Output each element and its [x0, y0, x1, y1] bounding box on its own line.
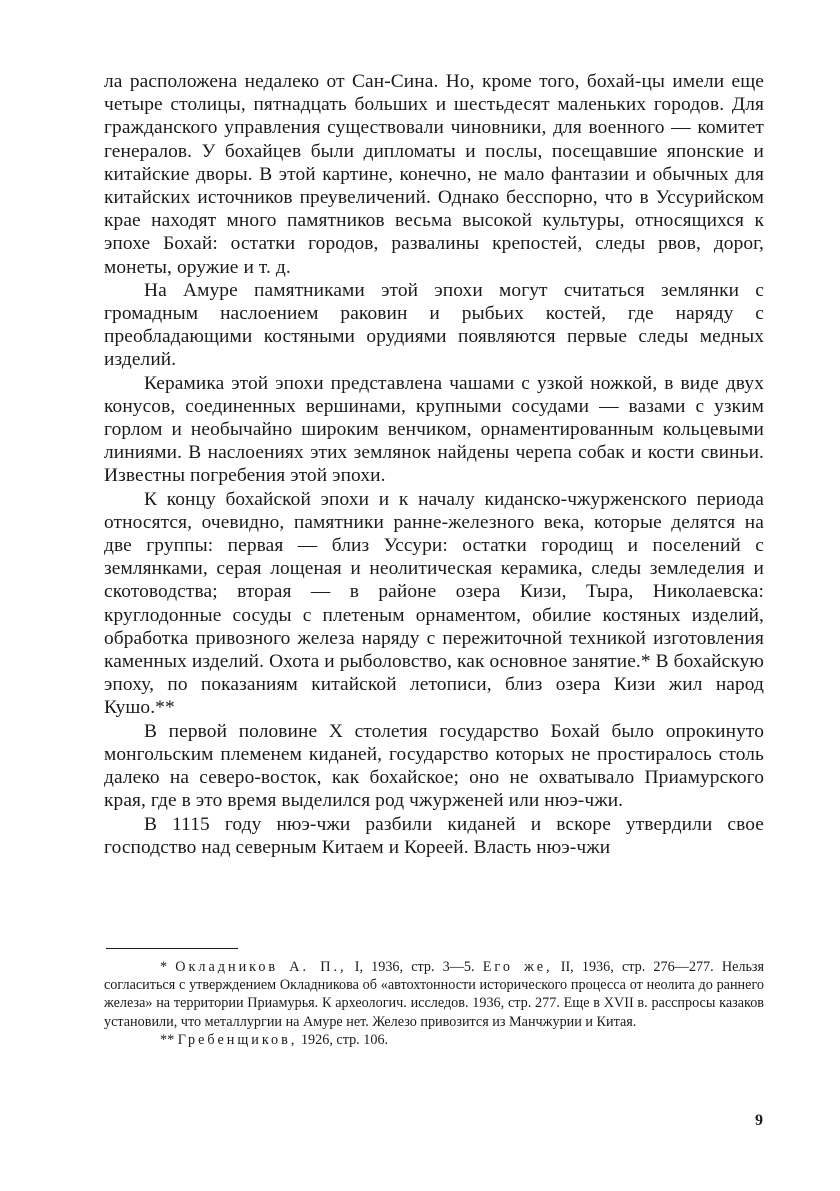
footnote-1-mark: *	[160, 959, 168, 975]
footnotes	[104, 958, 764, 1049]
paragraph-4: К концу бохайской эпохи и к началу киданско-чжурженского периода относятся, очевидно, памятники ранне-железного века, которые делятся на две группы: первая — близ Уссури: остатки городищ и поселений с землянками, серая лощеная и неолитическая керамика, следы земледелия и скотоводства; вторая — в районе озера Кизи, Тыра, Николаевска: круглодонные сосуды с плетеным орнаментом, обилие костяных изделий, обработка привозного железа наряду с пережиточной техникой изготовления каменных изделий. Охота и рыболовство, как основное занятие.* В бохайскую эпоху, по показаниям китайской летописи, близ озера Кизи жил народ Кушо.**	[104, 488, 764, 719]
footnote-2-mark: **	[160, 1031, 175, 1048]
footnote-1	[104, 958, 764, 1031]
footnote-1-ego: Его же,	[482, 959, 553, 975]
footnote-1-text-a: I, 1936, стр. 3—5.	[354, 959, 475, 975]
footnote-1-text-b: II, 1936, стр. 276—277. Нельзя согласиться с утверждением Окладникова об «автохтонности исторического процесса от неолита до раннего железа» на территории Приамурья. К археологич. исследов. 1936, стр. 277. Еще в XVII в. расспросы казаков установили, что металлургии на Амуре нет. Железо привозится из Манчжурии и Китая.	[104, 959, 765, 1030]
footnote-2	[104, 1031, 764, 1049]
page-number: 9	[755, 1112, 763, 1129]
main-text	[104, 70, 764, 859]
paragraph-6: В 1115 году нюэ-чжи разбили киданей и вскоре утвердили свое господство над северным Китаем и Кореей. Власть нюэ-чжи	[104, 813, 764, 858]
footnote-2-text: 1926, стр. 106.	[300, 1031, 389, 1048]
paragraph-2: На Амуре памятниками этой эпохи могут считаться землянки с громадным наслоением раковин и рыбьих костей, где наряду с преобладающими костяными орудиями появляются первые следы медных изделий.	[104, 279, 764, 371]
paragraph-3: Керамика этой эпохи представлена чашами с узкой ножкой, в виде двух конусов, соединенных вершинами, крупными сосудами — вазами с узким горлом и необычайно широким венчиком, орнаментированным кольцевыми линиями. В наслоениях этих землянок найдены черепа собак и кости свиньи. Известны погребения этой эпохи.	[104, 372, 764, 487]
footnote-separator	[106, 948, 238, 949]
footnote-1-author: Окладников А. П.,	[175, 959, 347, 975]
footnote-2-author: Гребенщиков,	[177, 1031, 298, 1048]
paragraph-1: ла расположена недалеко от Сан-Сина. Но, кроме того, бохай-цы имели еще четыре столицы, пятнадцать больших и шестьдесят маленьких городов. Для гражданского управления существовали чиновники, для военного — комитет генералов. У бохайцев были дипломаты и послы, посещавшие японские и китайские дворы. В этой картине, конечно, не мало фантазии и обычных для китайских источников преувеличений. Однако бесспорно, что в Уссурийском крае находят много памятников весьма высокой культуры, относящихся к эпохе Бохай: остатки городов, развалины крепостей, следы рвов, дорог, монеты, оружие и т. д.	[104, 71, 764, 278]
paragraph-5: В первой половине X столетия государство Бохай было опрокинуто монгольским племенем киданей, государство которых не простиралось столь далеко на северо-восток, как бохайское; оно не охватывало Приамурского края, где в это время выделился род чжурженей или нюэ-чжи.	[104, 720, 764, 812]
